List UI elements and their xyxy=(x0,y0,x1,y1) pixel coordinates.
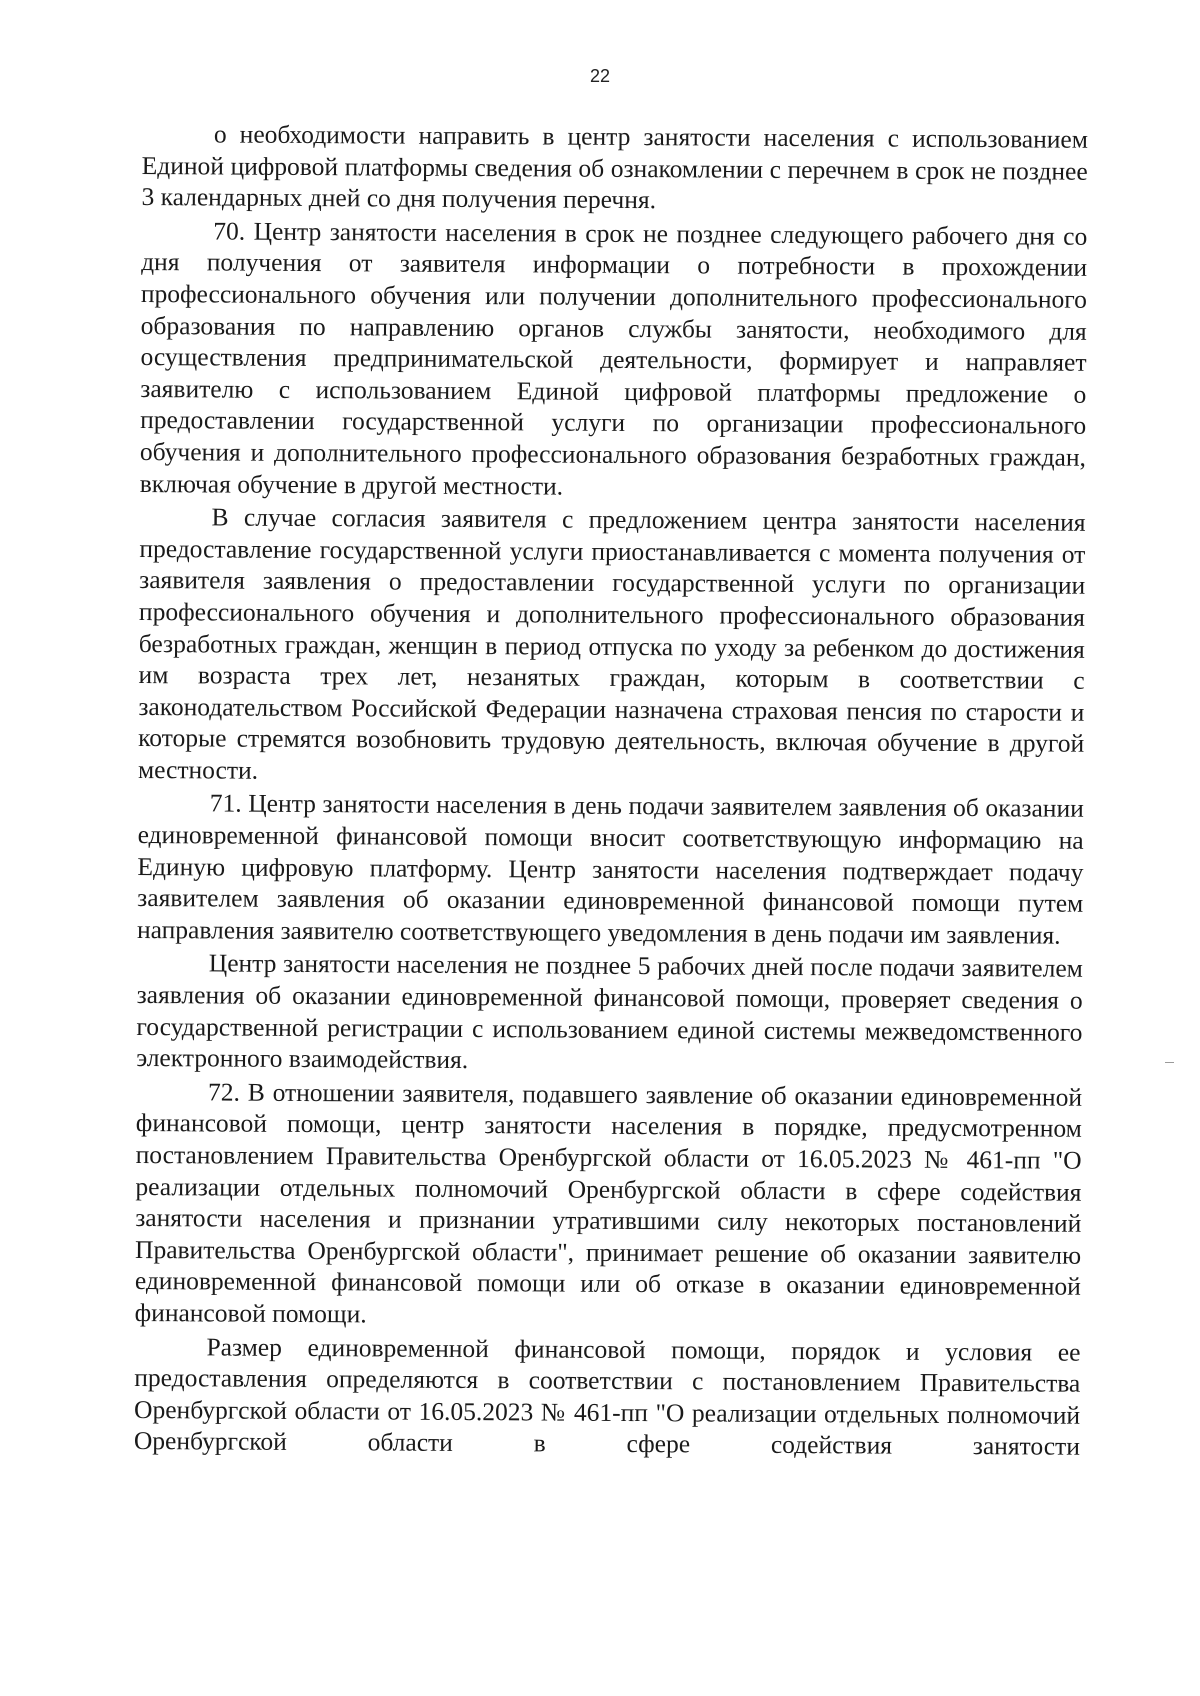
paragraph-consent-suspension: В случае согласия заявителя с предложением центра занятости населения предоставление государственной услуги приостанавливается с момента получения от заявителя заявления о предоставлении государственной услуги по организации профессионального обучения и дополнительного профессионального образования безработных граждан, женщин в период отпуска по уходу за ребенком до достижения им возраста трех лет, незанятых граждан, которым в соответствии с законодательством Российской Федерации назначена страховая пенсия по старости и которые стремятся возобновить трудовую деятельность, включая обучение в другой местности. xyxy=(137,502,1086,785)
page-number: 22 xyxy=(589,66,611,86)
paragraph-registration-check: Центр занятости населения не позднее 5 рабочих дней после подачи заявителем заявления об оказании единовременной финансовой помощи, проверяет сведения о государственной регистрации с использованием единой системы межведомственного электронного взаимодействия. xyxy=(136,948,1083,1075)
paragraph-continuation: о необходимости направить в центр занятости населения с использованием Единой цифровой платформы сведения об ознакомлении с перечнем в срок не позднее 3 календарных дней со дня получения перечня. xyxy=(141,119,1088,215)
paragraph-item-71: 71. Центр занятости населения в день подачи заявителем заявления об оказании единовременной финансовой помощи вносит соответствующую информацию на Единую цифровую платформу. Центр занятости населения подтверждает подачу заявителем заявления об оказании единовременной финансовой помощи путем направления заявителю соответствующего уведомления в день подачи им заявления. xyxy=(136,788,1084,950)
scan-speck xyxy=(1165,1062,1174,1063)
paragraph-aid-amount: Размер единовременной финансовой помощи, порядок и условия ее предоставления определяются в соответствии с постановлением Правительства Оренбургской области от 16.05.2023 № 461-пп "О реализации отдельных полномочий Оренбургской области в сфере содействия занятости xyxy=(133,1331,1081,1462)
paragraph-item-70: 70. Центр занятости населения в срок не позднее следующего рабочего дня со дня получения от заявителя информации о потребности в прохождении профессионального обучения или получении дополнительного профессионального образования по направлению органов службы занятости, необходимого для осуществления предпринимательской деятельности, формирует и направляет заявителю с использованием Единой цифровой платформы предложение о предоставлении государственной услуги по организации профессионального обучения и дополнительного профессионального образования безработных граждан, включая обучение в другой местности. xyxy=(139,216,1088,501)
document-body xyxy=(134,118,1088,1463)
paragraph-item-72: 72. В отношении заявителя, подавшего заявление об оказании единовременной финансовой помощи, центр занятости населения в порядке, предусмотренном постановлением Правительства Оренбургской области от 16.05.2023 № 461-пп "О реализации отдельных полномочий Оренбургской области в сфере содействия занятости населения и признании утратившими силу некоторых постановлений Правительства Оренбургской области", принимает решение об оказании заявителю единовременной финансовой помощи или об отказе в оказании единовременной финансовой помощи. xyxy=(134,1077,1083,1329)
